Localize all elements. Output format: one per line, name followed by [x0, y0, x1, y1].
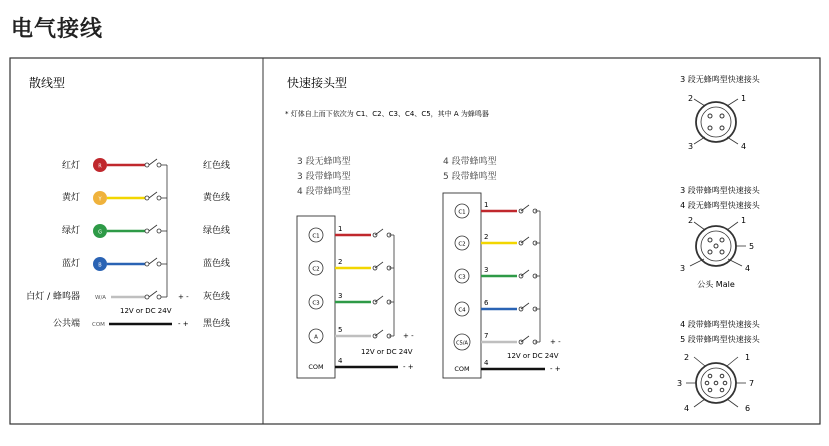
- middle-note: * 灯体自上而下依次为 C1、C2、C3、C4、C5，其中 A 为蜂鸣器: [285, 110, 489, 118]
- connector-4pin: [680, 74, 761, 151]
- com-label: 公共端: [52, 319, 80, 329]
- light-row-red: [62, 158, 230, 172]
- com-code: COM: [92, 322, 105, 328]
- cell-label: A: [314, 334, 318, 341]
- light-label: 红灯: [61, 161, 80, 171]
- pin-number: 1: [338, 225, 343, 233]
- light-letter: G: [98, 229, 102, 236]
- connector-title: 4 段带蜂鸣型快速接头: [680, 320, 760, 329]
- light-letter: B: [98, 262, 102, 269]
- pin-number: 3: [338, 292, 343, 300]
- light-label: 蓝灯: [61, 259, 80, 269]
- cell-label: C2: [312, 266, 320, 273]
- cell-label: C3: [458, 274, 466, 281]
- pin-number: 1: [484, 201, 489, 209]
- connector-body-left: [297, 216, 335, 378]
- wire-label: 黄色线: [203, 193, 231, 203]
- power-label: 12V or DC 24V: [507, 352, 559, 360]
- pin-number: 1: [741, 94, 747, 103]
- type-label: 5 段带蜂鸣型: [443, 172, 497, 182]
- light-row-yellow: [62, 191, 230, 205]
- pin-number: 7: [749, 379, 755, 388]
- connector-title: 4 段无蜂鸣型快速接头: [680, 201, 760, 210]
- cell-label: C4: [458, 307, 466, 314]
- light-row-green: [62, 224, 230, 238]
- pin-number: 3: [680, 264, 686, 273]
- cell-label: COM: [308, 363, 324, 371]
- pin-number: 7: [484, 332, 489, 340]
- cell-label: C1: [458, 209, 466, 216]
- wire-label: 绿色线: [203, 226, 231, 236]
- light-label: 绿灯: [61, 226, 80, 236]
- pin-number: 6: [745, 404, 751, 413]
- pin-number: 4: [745, 264, 751, 273]
- plus-minus: + -: [403, 332, 414, 340]
- connector-title: 3 段带蜂鸣型快速接头: [680, 186, 760, 195]
- plus-minus: + -: [178, 293, 189, 301]
- left-heading: 散线型: [29, 76, 66, 90]
- pin-number: 5: [338, 326, 343, 334]
- power-label: 12V or DC 24V: [361, 348, 413, 356]
- minus-plus: - +: [550, 365, 561, 373]
- pin-number: 2: [484, 233, 489, 241]
- cell-label: C3: [312, 300, 320, 307]
- wire-label: 黑色线: [203, 319, 231, 329]
- type-label: 3 段无蜂鸣型: [297, 157, 351, 167]
- minus-plus: - +: [178, 320, 189, 328]
- connector-title: 3 段无蜂鸣型快速接头: [680, 75, 760, 84]
- page-title: 电气接线: [11, 17, 104, 42]
- pin-number: 4: [484, 359, 489, 367]
- right-wires: [481, 201, 561, 373]
- com-row: [53, 317, 230, 329]
- cell-label: C1: [312, 233, 320, 240]
- type-label: 4 段带蜂鸣型: [443, 157, 497, 167]
- cell-label: C5/A: [456, 340, 468, 347]
- middle-heading: 快速接头型: [287, 76, 348, 90]
- light-letter: Y: [98, 196, 102, 203]
- light-row-blue: [62, 257, 230, 271]
- cell-label: C2: [458, 241, 466, 248]
- connector-7pin: [677, 319, 761, 413]
- light-label: 黄灯: [61, 193, 80, 203]
- white-code: W/A: [95, 295, 107, 301]
- pin-number: 2: [688, 216, 694, 225]
- type-label: 3 段带蜂鸣型: [297, 172, 351, 182]
- pin-number: 3: [688, 142, 694, 151]
- white-label: 白灯 / 蜂鸣器: [26, 292, 80, 302]
- type-label: 4 段带蜂鸣型: [297, 187, 351, 197]
- cell-label: COM: [454, 365, 470, 373]
- pin-number: 3: [484, 266, 489, 274]
- pin-number: 6: [484, 299, 489, 307]
- plus-minus: + -: [550, 338, 561, 346]
- pin-number: 2: [684, 353, 690, 362]
- connector-title: 5 段带蜂鸣型快速接头: [680, 335, 760, 344]
- light-letter: R: [98, 163, 102, 170]
- wire-label: 蓝色线: [203, 259, 231, 269]
- wire-label: 红色线: [203, 161, 231, 171]
- connector-5pin: [680, 185, 761, 289]
- pin-number: 1: [745, 353, 751, 362]
- minus-plus: - +: [403, 363, 414, 371]
- pin-number: 2: [688, 94, 694, 103]
- power-label: 12V or DC 24V: [120, 307, 172, 315]
- connector-caption: 公头 Male: [697, 280, 735, 289]
- pin-number: 4: [684, 404, 690, 413]
- pin-number: 4: [338, 357, 343, 365]
- light-row-white: [26, 290, 230, 302]
- pin-number: 2: [338, 258, 343, 266]
- pin-number: 4: [741, 142, 747, 151]
- wire-label: 灰色线: [203, 292, 231, 302]
- pin-number: 1: [741, 216, 747, 225]
- left-wires: [335, 225, 414, 371]
- pin-number: 5: [749, 242, 755, 251]
- pin-number: 3: [677, 379, 683, 388]
